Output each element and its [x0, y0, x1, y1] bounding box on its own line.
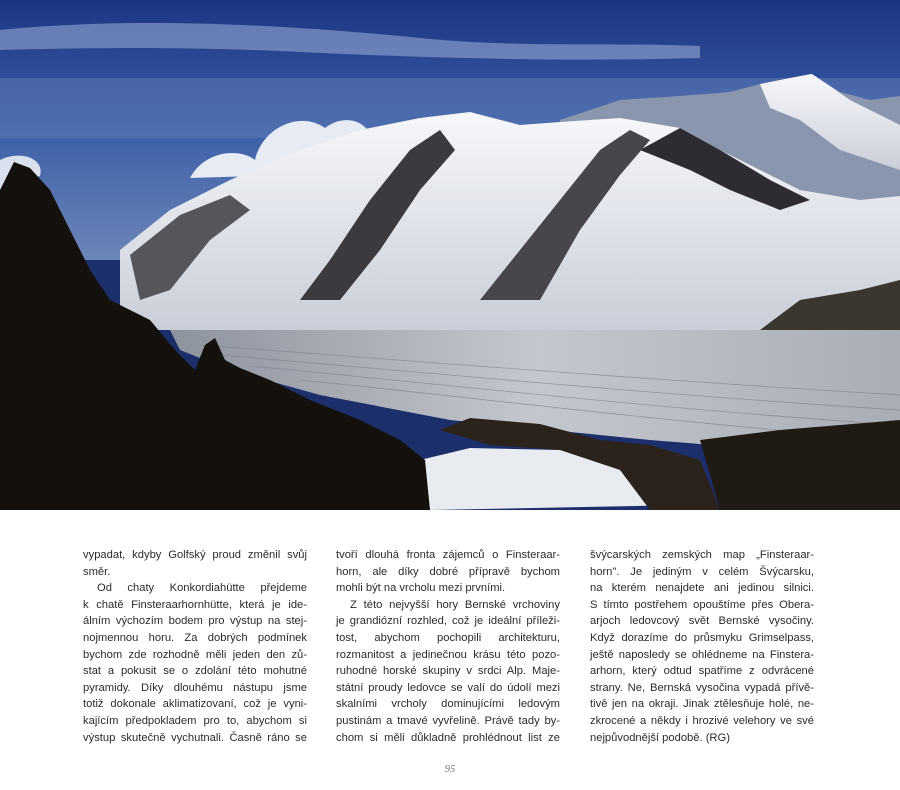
text-line: strany. Ne, Bernská vysočina vypadá přívě-: [590, 681, 814, 694]
text-column-2: [336, 547, 560, 746]
text-area: [0, 510, 900, 790]
text-line: nejpůvodnější podobě. (RG): [590, 731, 730, 744]
text-line: kajícím předpokladem pro to, abychom si: [83, 714, 307, 727]
text-line: na kterém nenajdete ani jedinou silnici.: [590, 582, 814, 595]
text-line: arhorn, který odtud spatříme z odvrácené: [590, 665, 814, 678]
text-line: horn, ale díky dobré přípravě bychom: [336, 565, 560, 578]
text-column-1: [83, 547, 307, 746]
text-line: státní proudy ledovce se valí do údolí mezi: [336, 681, 560, 694]
text-line: švýcarských zemských map „Finsteraar-: [590, 549, 814, 561]
page-number: 95: [444, 764, 456, 775]
text-line: nojmennou horu. Za dobrých podmínek: [83, 631, 307, 644]
text-line: ještě naposledy se ohlédneme na Finstera-: [590, 648, 814, 661]
text-column-3: [590, 547, 814, 746]
text-line: zkrocené a někdy i hrozivé velehory ve své: [590, 714, 814, 727]
text-line: ruhodné horské skupiny v srdci Alp. Maje-: [336, 665, 560, 678]
text-line: Od chaty Konkordiahütte přejdeme: [97, 582, 307, 595]
text-line: výstup skutečně vychutnali. Časně ráno se: [83, 731, 307, 744]
text-line: tost, abychom pochopili architekturu,: [336, 631, 560, 644]
text-line: tivě jen na okraji. Jinak ztělesňuje holé, ne-: [590, 698, 814, 711]
text-line: mohli být na vrcholu mezi prvními.: [336, 582, 506, 595]
text-line: álním výchozím bodem pro výstup na stej-: [83, 615, 307, 628]
text-line: směr.: [83, 565, 111, 578]
text-line: Když dorazíme do průsmyku Grimselpass,: [590, 631, 814, 644]
text-line: tvoří dlouhá fronta zájemců o Finsteraar-: [336, 549, 560, 561]
text-line: je grandiózní rozhled, což je ideální příleži-: [336, 615, 560, 628]
text-line: stat a pokusit se o zdolání této mohutné: [83, 665, 307, 678]
text-line: bychom zde rozhodně měli jeden den zů-: [83, 648, 307, 661]
text-line: pustinám a tmavé vyvřelině. Právě tady by-: [336, 714, 560, 727]
text-line: chom si měli důkladně prohlédnout list ze: [336, 731, 560, 744]
text-line: pyramidy. Díky dlouhému nástupu jsme: [83, 681, 307, 694]
text-line: arjoch ledovcový svět Bernské vysočiny.: [590, 615, 814, 628]
text-line: k chatě Finsteraarhornhütte, která je ide-: [83, 598, 307, 611]
text-line: Z této nejvyšší hory Bernské vrchoviny: [350, 598, 560, 611]
text-line: horn". Je jediným v celém Švýcarsku,: [590, 565, 814, 578]
text-line: vypadat, kdyby Golfský proud změnil svůj: [83, 549, 307, 561]
text-line: totiž dokonale aklimatizovaní, což je vyni-: [83, 698, 307, 711]
text-line: rozmanitost a jedinečnou krásu této pozo-: [336, 648, 560, 661]
text-line: skalními vrcholy dominujícími ledovým: [336, 698, 560, 711]
text-line: S tímto postřehem opouštíme přes Obera-: [590, 598, 814, 611]
